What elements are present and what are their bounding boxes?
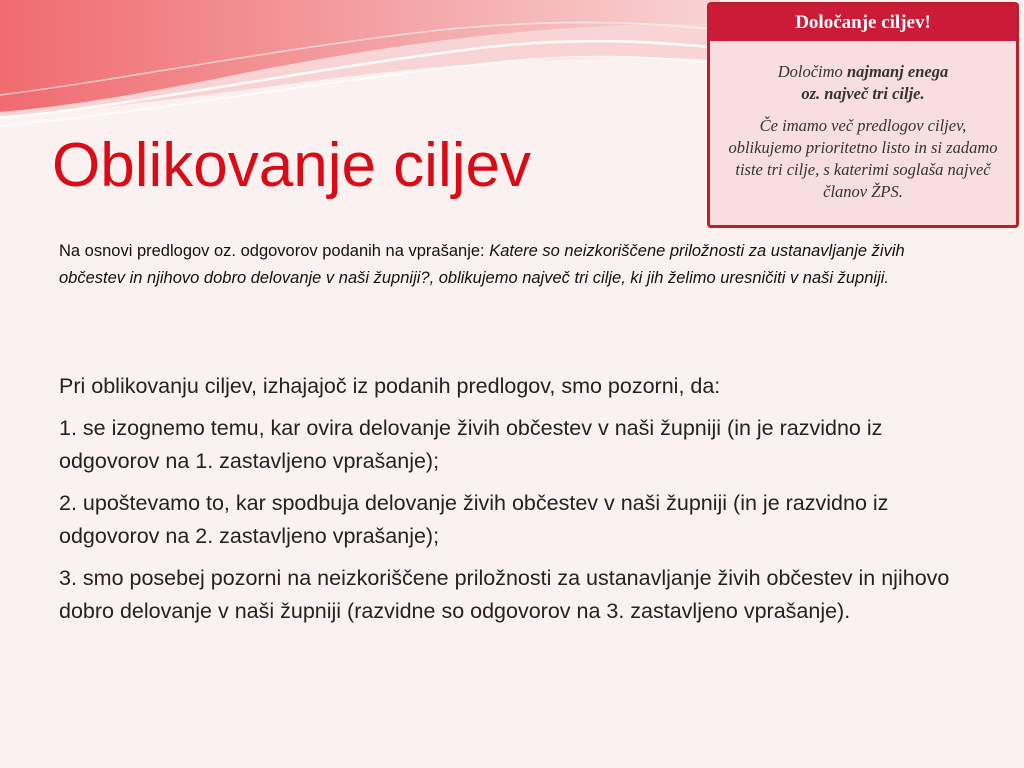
main-content [59, 370, 969, 637]
callout-line1-bold: najmanj enega [846, 62, 949, 81]
callout-line1-plain: Določimo [777, 62, 847, 81]
callout-paragraph-2: Če imamo več predlogov ciljev, oblikujemo prioritetno listo in si zadamo tiste tri cilje, s katerimi soglaša največ članov ŽPS. [728, 116, 998, 201]
body-lead: Pri oblikovanju ciljev, izhajajoč iz podanih predlogov, smo pozorni, da: [59, 374, 721, 398]
callout-body [710, 61, 1016, 203]
intro-plain: Na osnovi predlogov oz. odgovorov podanih na vprašanje: [59, 242, 490, 260]
list-item-3: 3. smo posebej pozorni na neizkoriščene priložnosti za ustanavljanje živih občestev in njihovo dobro delovanje v naši župniji (razvidne so odgovorov na 3. zastavljeno vprašanje). [59, 566, 950, 623]
slide-title: Oblikovanje ciljev [52, 131, 531, 200]
callout-line2-bold: oz. največ tri cilje. [801, 84, 925, 103]
list-item-2: 2. upoštevamo to, kar spodbuja delovanje živih občestev v naši župniji (in je razvidno iz odgovorov na 2. zastavljeno vprašanje); [59, 491, 889, 548]
callout-box [707, 2, 1019, 228]
list-item-1: 1. se izognemo temu, kar ovira delovanje živih občestev v naši župniji (in je razvidno iz odgovorov na 1. zastavljeno vprašanje); [59, 416, 883, 473]
intro-question: Katere so neizkoriščene priložnosti za ustanavljanje živih občestev in njihovo dobro delovanje v naši župniji?, oblikujemo največ tri cilje, ki jih želimo uresničiti v naši župniji. [59, 242, 905, 287]
callout-heading: Določanje ciljev! [710, 5, 1016, 41]
callout-paragraph-1 [728, 61, 998, 105]
intro-paragraph [59, 238, 969, 292]
